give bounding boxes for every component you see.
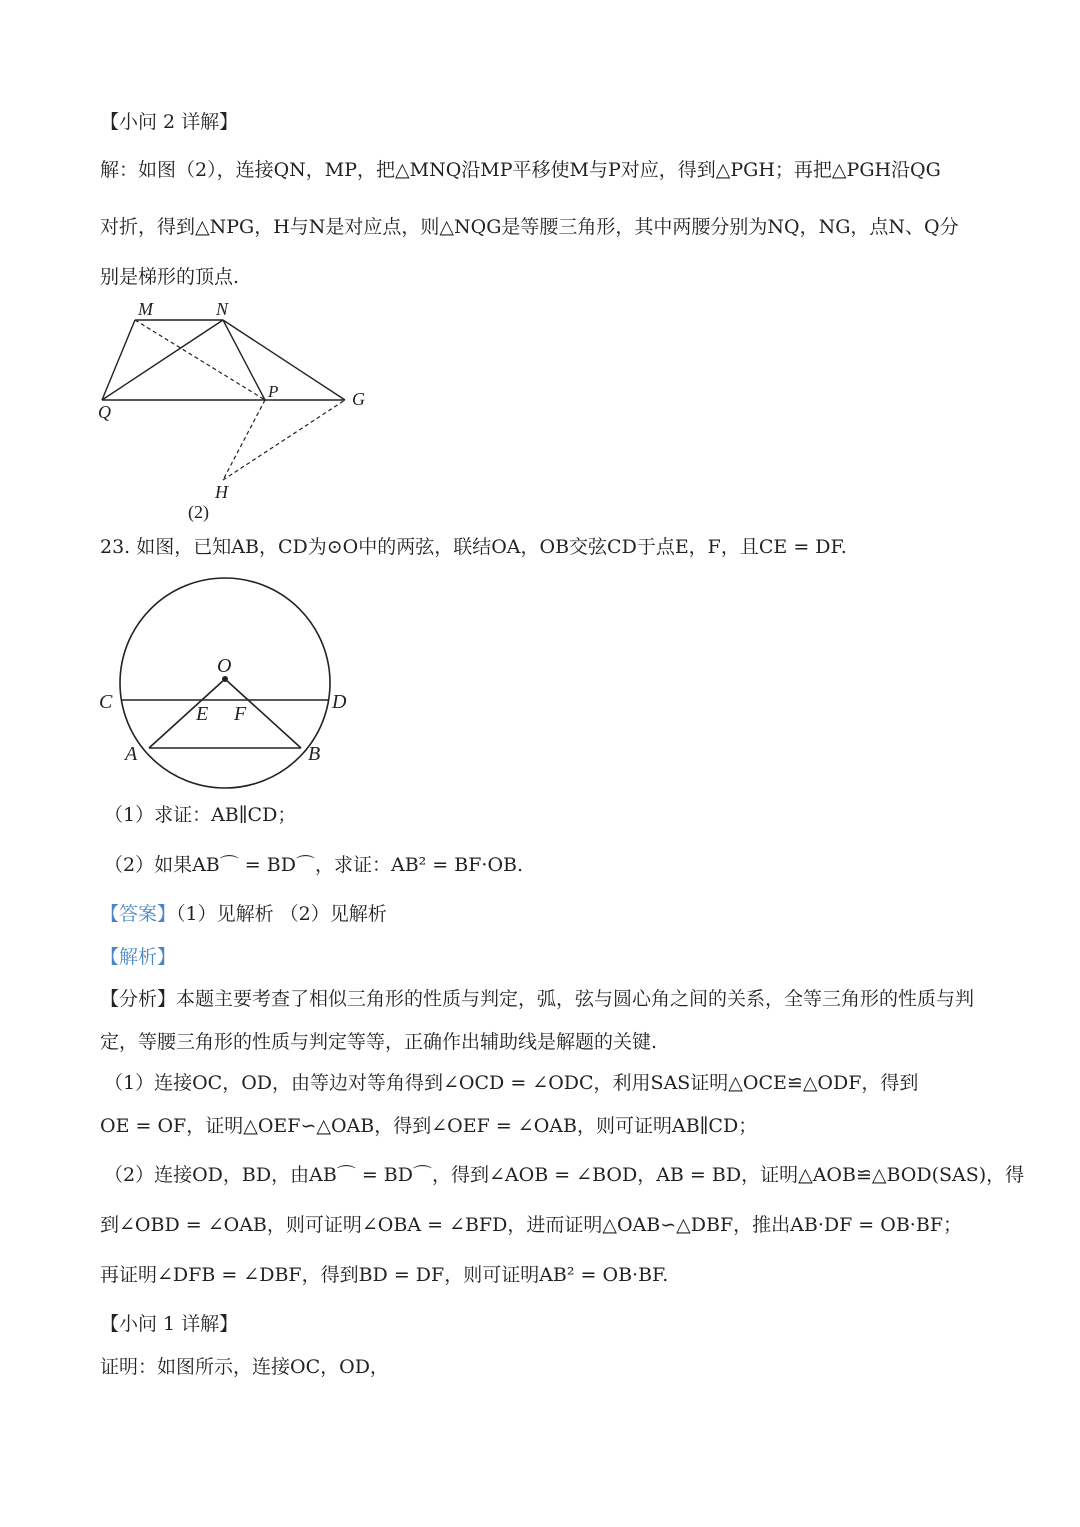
solution-line-3: 别是梯形的顶点. <box>100 266 240 288</box>
answer-line <box>100 902 387 926</box>
proof-start: 证明：如图所示，连接OC，OD， <box>100 1356 389 1378</box>
label-c: C <box>99 691 113 713</box>
label-b: B <box>308 743 321 765</box>
label-h: H <box>215 482 228 502</box>
solution-line-2: 对折，得到△NPG，H与N是对应点，则△NQG是等腰三角形，其中两腰分别为NQ，NG，点N、Q分 <box>100 216 959 238</box>
analysis-line-5: （2）连接OD，BD，由AB⌒ = BD⌒，得到∠AOB = ∠BOD，AB = BD，证明△AOB≌△BOD(SAS)，得 <box>104 1164 1025 1186</box>
analysis-tag: 【解析】 <box>100 946 177 968</box>
answer-tag: 【答案】 <box>100 903 177 925</box>
part2-heading: 【小问 2 详解】 <box>100 111 239 133</box>
analysis-line-7: 再证明∠DFB = ∠DBF，得到BD = DF，则可证明AB² = OB·BF. <box>100 1264 669 1286</box>
label-n: N <box>216 299 229 319</box>
label-e: E <box>196 703 209 725</box>
part1-heading: 【小问 1 详解】 <box>100 1313 239 1335</box>
label-d: D <box>332 691 347 713</box>
solution-line-1: 解：如图（2），连接QN，MP，把△MNQ沿MP平移使M与P对应，得到△PGH；再把△PGH沿QG <box>100 159 941 181</box>
label-g: G <box>352 389 365 409</box>
analysis-line-1: 【分析】本题主要考查了相似三角形的性质与判定，弧，弦与圆心角之间的关系，全等三角形的性质与判 <box>100 988 975 1010</box>
question-23-stem: 23. 如图，已知AB，CD为⊙O中的两弦，联结OA，OB交弦CD于点E，F，且CE = DF. <box>100 536 847 558</box>
analysis-line-4: OE = OF，证明△OEF∽△OAB，得到∠OEF = ∠OAB，则可证明AB∥CD； <box>100 1115 758 1137</box>
subquestion-2: （2）如果AB⌒ = BD⌒，求证：AB² = BF·OB. <box>104 854 524 876</box>
label-q: Q <box>98 402 111 422</box>
subquestion-1: （1）求证：AB∥CD； <box>104 804 297 826</box>
label-m: M <box>138 299 153 319</box>
circle-figure <box>95 572 355 792</box>
analysis-line-6: 到∠OBD = ∠OAB，则可证明∠OBA = ∠BFD，进而证明△OAB∽△DBF，推出AB·DF = OB·BF； <box>100 1214 962 1236</box>
trapezoid-figure <box>90 295 390 525</box>
label-f: F <box>234 703 247 725</box>
analysis-line-2: 定，等腰三角形的性质与判定等等，正确作出辅助线是解题的关键. <box>100 1031 658 1053</box>
analysis-line-3: （1）连接OC，OD，由等边对等角得到∠OCD = ∠ODC，利用SAS证明△OCE≌△ODF，得到 <box>104 1072 919 1094</box>
figure-caption: (2) <box>188 502 209 522</box>
label-a: A <box>125 743 138 765</box>
answer-text: （1）见解析 （2）见解析 <box>176 903 387 925</box>
label-p: P <box>268 382 279 401</box>
label-o: O <box>217 655 232 677</box>
